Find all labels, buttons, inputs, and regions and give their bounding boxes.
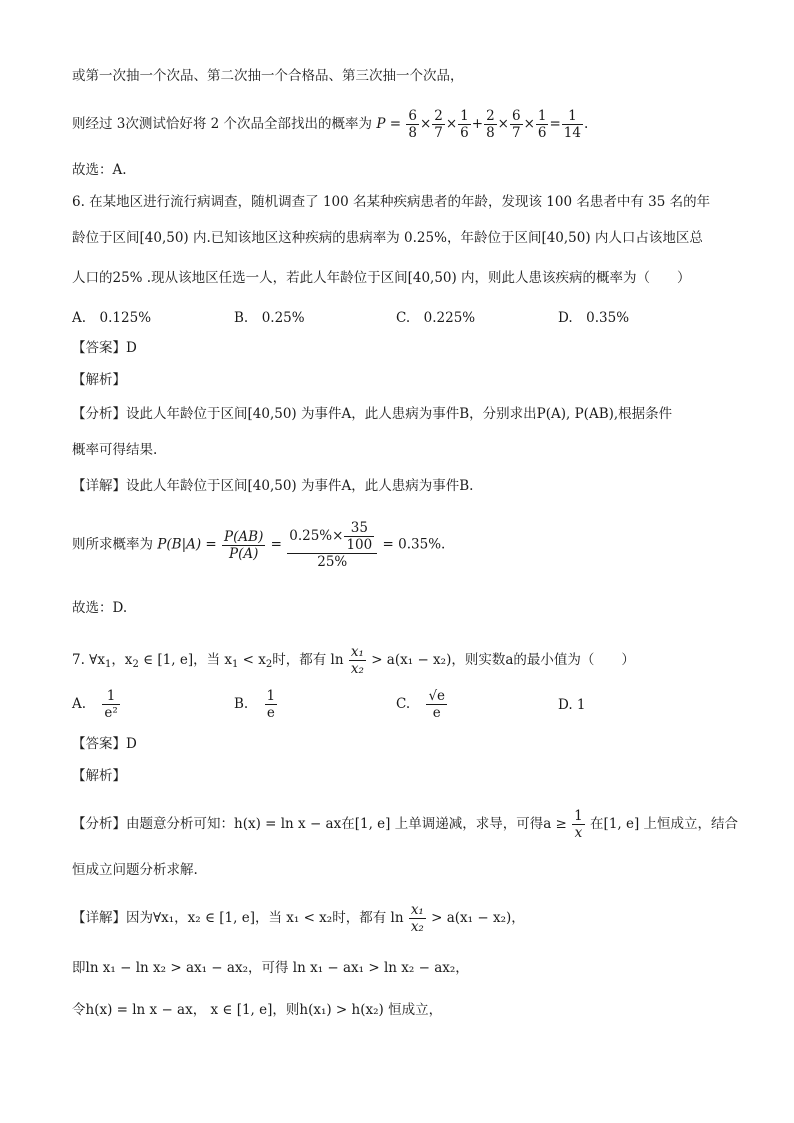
fraction bbox=[409, 902, 426, 935]
den: 8 bbox=[408, 125, 417, 141]
den: 100 bbox=[346, 537, 373, 553]
sub: 1 bbox=[232, 659, 239, 670]
num: 2 bbox=[486, 108, 495, 124]
question-7-line bbox=[72, 644, 635, 677]
detail-line-1 bbox=[72, 902, 525, 935]
fraction bbox=[510, 108, 523, 141]
num: x₁ bbox=[350, 644, 364, 660]
num: 2 bbox=[434, 108, 443, 124]
analysis-line-1 bbox=[72, 808, 738, 841]
fraction bbox=[426, 688, 447, 721]
text: 时，都有 ln bbox=[272, 652, 344, 668]
fraction bbox=[265, 688, 278, 721]
fraction bbox=[562, 108, 583, 141]
option-d: D. 0.35% bbox=[558, 310, 630, 326]
fraction bbox=[406, 108, 419, 141]
analysis-line-2: 概率可得结果. bbox=[72, 442, 158, 458]
label: B. bbox=[234, 696, 249, 712]
op: × bbox=[419, 116, 432, 132]
op: × bbox=[497, 116, 509, 132]
num: 1 bbox=[574, 808, 583, 824]
num: 1 bbox=[266, 688, 276, 704]
fraction bbox=[458, 108, 471, 141]
answer-choice: 故选：A. bbox=[72, 162, 127, 178]
text: ∈ [1, e]，当 x bbox=[138, 652, 232, 668]
op: = bbox=[270, 536, 282, 553]
den: e bbox=[432, 705, 441, 721]
answer-label: 【答案】D bbox=[72, 340, 137, 356]
text: < x bbox=[238, 652, 266, 668]
period: . bbox=[583, 116, 589, 132]
op: = bbox=[549, 116, 561, 132]
detail-line-2: 即ln x₁ − ln x₂ > ax₁ − ax₂，可得 ln x₁ − ax₁ > ln x₂ − ax₂， bbox=[72, 960, 469, 976]
num: 1 bbox=[537, 108, 547, 124]
text-line: 或第一次抽一个次品、第二次抽一个合格品、第三次抽一个次品， bbox=[72, 68, 464, 84]
op: × bbox=[445, 116, 458, 132]
num: 35 bbox=[344, 520, 374, 537]
num: 1 bbox=[562, 108, 583, 125]
text: ，x bbox=[111, 652, 133, 668]
question-6-line-3: 人口的25% .现从该地区任选一人，若此人年龄位于区间[40,50) 内，则此人患该疾病的概率为（ ） bbox=[72, 270, 691, 286]
conditional-probability-line bbox=[72, 520, 445, 570]
num: 1 bbox=[102, 688, 119, 705]
den: 25% bbox=[317, 554, 348, 570]
option-b bbox=[234, 688, 278, 721]
analysis-label: 【解析】 bbox=[72, 768, 126, 784]
fraction bbox=[349, 644, 366, 677]
label: A. bbox=[72, 696, 87, 712]
op: × bbox=[523, 116, 535, 132]
option-b: B. 0.25% bbox=[234, 310, 305, 326]
op: + bbox=[471, 116, 484, 132]
sub: 2 bbox=[265, 659, 273, 670]
fraction bbox=[432, 108, 445, 141]
fraction bbox=[572, 808, 585, 841]
fraction bbox=[536, 108, 549, 141]
den: P(A) bbox=[229, 545, 259, 562]
option-c: C. 0.225% bbox=[396, 310, 476, 326]
fraction bbox=[484, 108, 497, 141]
text: 7. ∀x bbox=[72, 652, 105, 668]
den: 8 bbox=[486, 125, 495, 141]
den: e bbox=[266, 705, 275, 721]
analysis-line-1: 【分析】设此人年龄位于区间[40,50) 为事件A，此人患病为事件B，分别求出P(A), P(AB),根据条件 bbox=[72, 406, 673, 422]
fraction bbox=[222, 529, 265, 562]
den: x bbox=[574, 825, 583, 841]
num: x₁ bbox=[410, 902, 424, 918]
option-d: D. 1 bbox=[558, 697, 586, 713]
lhs: P(B|A) = bbox=[157, 536, 217, 553]
inner-fraction bbox=[344, 520, 374, 553]
text: 则经过 3次测试恰好将 2 个次品全部找出的概率为 bbox=[72, 116, 373, 132]
den: x₂ bbox=[350, 661, 364, 677]
var: P bbox=[376, 116, 386, 132]
detail-line-3: 令h(x) = ln x − ax， x ∈ [1, e]，则h(x₁) > h(x₂) 恒成立， bbox=[72, 1002, 443, 1018]
option-a bbox=[72, 688, 121, 721]
fraction bbox=[102, 688, 119, 721]
compound-fraction bbox=[287, 520, 377, 570]
num: 6 bbox=[408, 108, 417, 124]
period: . bbox=[441, 536, 446, 553]
answer-label: 【答案】D bbox=[72, 736, 137, 752]
question-6-line-1: 6. 在某地区进行流行病调查，随机调查了 100 名某种疾病患者的年龄，发现该 100 名患者中有 35 名的年 bbox=[72, 194, 711, 210]
den: 6 bbox=[460, 125, 469, 141]
question-6-line-2: 龄位于区间[40,50) 内.已知该地区这种疾病的患病率为 0.25%，年龄位于区间[40,50) 内人口占该地区总 bbox=[72, 230, 703, 246]
option-a: A. 0.125% bbox=[72, 310, 152, 326]
op: = bbox=[389, 116, 402, 132]
result: = 0.35% bbox=[382, 536, 442, 553]
num: 6 bbox=[511, 108, 521, 124]
option-c bbox=[396, 688, 448, 721]
den: 7 bbox=[511, 125, 521, 141]
num-a: 0.25%× bbox=[289, 528, 344, 544]
label: C. bbox=[396, 696, 411, 712]
den: 6 bbox=[537, 125, 547, 141]
text: 则所求概率为 bbox=[72, 536, 153, 553]
text: 【分析】由题意分析可知：h(x) = ln x − ax在[1, e] 上单调递减，求导，可得a ≥ bbox=[72, 816, 567, 832]
num: √e bbox=[428, 688, 446, 704]
num bbox=[287, 520, 377, 554]
num: 1 bbox=[460, 108, 469, 124]
answer-choice: 故选：D. bbox=[72, 600, 128, 616]
analysis-label: 【解析】 bbox=[72, 372, 126, 388]
text: 在[1, e] 上恒成立，结合 bbox=[590, 816, 739, 832]
sub: 2 bbox=[132, 659, 139, 670]
analysis-line-2: 恒成立问题分析求解. bbox=[72, 862, 198, 878]
den: 14 bbox=[563, 125, 581, 141]
text: 【详解】因为∀x₁，x₂ ∈ [1, e]，当 x₁ < x₂时，都有 ln bbox=[72, 910, 404, 926]
text: > a(x₁ − x₂)，则实数a的最小值为（ ） bbox=[371, 652, 635, 668]
den: x₂ bbox=[410, 919, 424, 935]
den: 7 bbox=[434, 125, 443, 141]
num: P(AB) bbox=[224, 528, 264, 545]
den: e² bbox=[104, 705, 118, 721]
text: > a(x₁ − x₂)， bbox=[431, 910, 525, 926]
probability-line bbox=[72, 108, 588, 141]
sub: 1 bbox=[104, 659, 112, 670]
detail-line: 【详解】设此人年龄位于区间[40,50) 为事件A，此人患病为事件B. bbox=[72, 478, 474, 494]
